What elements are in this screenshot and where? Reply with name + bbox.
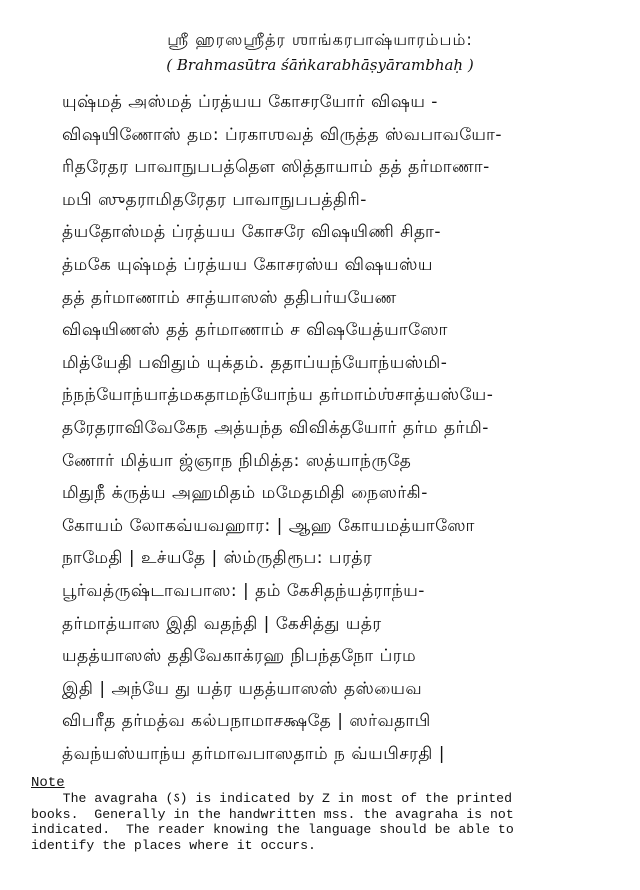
manuscript-text xyxy=(62,86,582,770)
manuscript-line: த்வந்யஸ்யாந்ய தர்மாவபாஸதாம் ந வ்யபிசரதி | xyxy=(62,743,445,764)
manuscript-line: தர்மாத்யாஸ இதி வதந்தி | கேசித்து யத்ர xyxy=(62,613,382,634)
manuscript-line: ரிதரேதர பாவாநுபபத்தௌ ஸித்தாயாம் தத் தர்மாணா- xyxy=(62,157,490,178)
note-line: indicated. The reader knowing the language should be able to xyxy=(31,822,514,837)
manuscript-line: கோயம் லோகவ்யவஹார: | ஆஹ கோயமத்யாஸோ xyxy=(62,515,475,536)
manuscript-line: விஷயிணோஸ் தம: ப்ரகாஶவத் விருத்த ஸ்வபாவயோ- xyxy=(62,124,502,145)
manuscript-line: விஷயிணஸ் தத் தர்மாணாம் ச விஷயேத்யாஸோ xyxy=(62,320,448,341)
manuscript-line: ணோர் மித்யா ஜ்ஞாந நிமித்த: ஸத்யாந்ருதே xyxy=(62,450,412,471)
note-line: identify the places where it occurs. xyxy=(31,837,316,853)
manuscript-line: விபரீத தர்மத்வ கல்பநாமாசக்ஷதே | ஸர்வதாபி xyxy=(62,711,431,732)
manuscript-line: யதத்யாஸஸ் ததிவேகாக்ரஹ நிபந்தநோ ப்ரம xyxy=(62,646,417,667)
manuscript-line: தத் தர்மாணாம் சாத்யாஸஸ் ததிபர்யயேண xyxy=(62,287,397,308)
manuscript-line: நாமேதி | உச்யதே | ஸ்ம்ருதிரூப: பரத்ர xyxy=(62,548,373,569)
manuscript-line: யுஷ்மத் அஸ்மத் ப்ரத்யய கோசரயோர் விஷய - xyxy=(62,92,438,112)
manuscript-line: த்யதோஸ்மத் ப்ரத்யய கோசரே விஷயிணி சிதா- xyxy=(62,222,442,243)
manuscript-line: ந்நந்யோந்யாத்மகதாமந்யோந்ய தர்மாம்ஶ்சாத்யஸ்யே- xyxy=(62,385,494,406)
note-line: books. Generally in the handwritten mss. the avagraha is not xyxy=(31,806,514,822)
manuscript-line: மபி ஸுதராமிதரேதர பாவாநுபபத்திரி- xyxy=(62,189,367,210)
manuscript-line: தரேதராவிவேகேந அத்யந்த விவிக்தயோர் தர்ம தர்மி- xyxy=(62,417,489,438)
document-subtitle: ( Brahmasūtra śāṅkarabhāṣyārambhaḥ ) xyxy=(166,56,474,74)
document-title: ஶ்ரீ ஹரஸஸ்ரீத்ர ஶாங்கரபாஷ்யாரம்பம்: xyxy=(167,30,473,49)
manuscript-line: மிதுநீ க்ருத்ய அஹமிதம் மமேதமிதி நைஸர்கி- xyxy=(62,483,428,504)
manuscript-line: இதி | அந்யே து யத்ர யதத்யாஸஸ் தஸ்யைவ xyxy=(62,678,423,699)
manuscript-line: த்மகே யுஷ்மத் ப்ரத்யய கோசரஸ்ய விஷயஸ்ய xyxy=(62,254,433,275)
manuscript-line: பூர்வத்ருஷ்டாவபாஸ: | தம் கேசிதந்யத்ராந்ய- xyxy=(62,580,425,601)
note-body xyxy=(31,791,631,853)
note-line: The avagraha (ऽ) is indicated by Z in most of the printed xyxy=(31,791,512,806)
note-heading: Note xyxy=(31,775,65,791)
manuscript-line: மித்யேதி பவிதும் யுக்தம். ததாப்யந்யோந்யஸ்மி- xyxy=(62,352,448,373)
